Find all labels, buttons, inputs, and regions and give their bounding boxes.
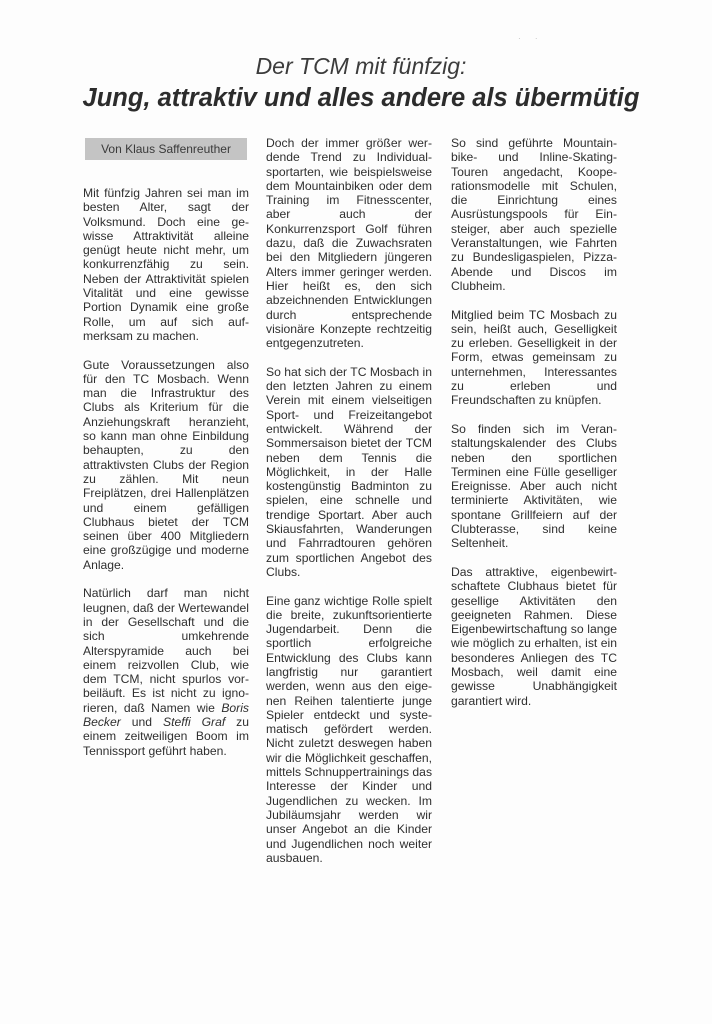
name-boris-becker: Boris Becker — [83, 700, 249, 729]
name-steffi-graf: Steffi Graf — [162, 714, 226, 729]
paragraph — [83, 586, 249, 758]
column-3 — [451, 136, 617, 708]
byline: Von Klaus Saffenreuther — [85, 138, 247, 160]
text-run: und — [120, 714, 163, 729]
paragraph: Doch der immer größer werdende Trend zu Individualsportarten, wie beispielsweise dem Mountainbiken oder dem Training im Fitnesscenter, aber auch der Konkurrenzsport Golf führen dazu, daß die Zuwachsraten bei den Mitgliedern jüngeren Alters immer geringer werden. Hier heißt es, den sich abzeichnenden Entwicklungen durch entsprechende visionäre Konzepte rechtzeitig entgegenzutreten. — [266, 136, 432, 351]
page-title: Jung, attraktiv und alles andere als übermütig — [82, 84, 640, 112]
column-1 — [83, 136, 249, 758]
text-run: Natürlich darf man nicht leugnen, daß der Wertewandel in der Gesellschaft und die sich umkehrende Alterspyramide auch bei einem reizvollen Club, wie dem TCM, nicht spurlos vorbeiläuft. Es ist nicht zu ignorieren, daß Namen wie — [83, 586, 249, 715]
text-run: zu einem zeitweiligen Boom im Tennissport geführt haben. — [83, 714, 249, 758]
paragraph: So sind geführte Mountainbike- und Inline-Skating-Touren angedacht, Kooperationsmodelle mit Schulen, die Einrichtung eines Ausrüstungspools für Einsteiger, aber auch spezielle Veranstaltungen, wie Fahrten zu Bundesligaspielen, Pizza-Abende und Discos im Clubheim. — [451, 136, 617, 293]
paragraph: So finden sich im Veranstaltungskalender des Clubs neben den sportlichen Terminen eine Fülle geselliger Ereignisse. Aber auch nicht terminierte Aktivitäten, wie spontane Grillfeiern auf der Clubterasse, sind keine Seltenheit. — [451, 421, 617, 551]
paragraph: So hat sich der TC Mosbach in den letzten Jahren zu einem Verein mit einem vielseitigen Sport- und Freizeitangebot entwickelt. Während der Sommersaison bietet der TCM neben dem Tennis die Möglichkeit, in der Halle kostengünstig Badminton zu spielen, eine schnelle und trendige Sportart. Aber auch Skiausfahrten, Wanderungen und Fahrradtouren gehören zum sportlichen Angebot des Clubs. — [266, 364, 432, 579]
paragraph: Das attraktive, eigenbewirtschaftete Clubhaus bietet für gesellige Aktivitäten den geeigneten Rahmen. Diese Eigenbewirtschaftung so lange wie möglich zu erhalten, ist ein besonderes Anliegen des TC Mosbach, weil damit eine gewisse Unabhängigkeit garantiert wird. — [451, 564, 617, 708]
paragraph: Eine ganz wichtige Rolle spielt die breite, zukunftsorientierte Jugendarbeit. Denn die sportlich erfolgreiche Entwicklung des Clubs kann langfristig nur garantiert werden, wenn aus den eigenen Reihen talentierte junge Spieler entdeckt und systematisch gefördert werden. Nicht zuletzt deswegen haben wir die Möglichkeit geschaffen, mittels Schnuppertrainings das Interesse der Kinder und Jugendlichen zu wecken. Im Jubiläumsjahr werden wir unser Angebot an die Kinder und Jugendlichen noch weiter ausbauen. — [266, 593, 433, 865]
paragraph: Gute Voraussetzungen also für den TC Mosbach. Wenn man die Infrastruktur des Clubs als Kriterium für die Anziehungskraft heranzieht, so kann man ohne Einbildung behaupten, zu den attraktivsten Clubs der Region zu zählen. Mit neun Freiplätzen, drei Hallenplätzen und einem gefälligen Clubhaus bietet der TCM seinen über 400 Mitgliedern eine großzügige und moderne Anlage. — [83, 357, 249, 572]
paragraph: Mitglied beim TC Mosbach zu sein, heißt auch, Geselligkeit zu erleben. Geselligkeit in der Form, etwas gemeinsam zu unternehmen, Interessantes zu erleben und Freundschaften zu knüpfen. — [451, 307, 617, 408]
headline-block — [0, 52, 712, 114]
kicker: Der TCM mit fünfzig: — [255, 53, 467, 79]
column-2 — [266, 136, 432, 865]
paragraph: Mit fünfzig Jahren sei man im besten Alter, sagt der Volksmund. Doch eine gewisse Attraktivität alleine genügt heute nicht mehr, um konkurrenzfähig zu sein. Neben der Attraktivität spielen Vitalität und eine gewisse Portion Dynamik eine große Rolle, um auf sich aufmerksam zu machen. — [83, 186, 249, 343]
scan-artifact: · · — [518, 34, 544, 43]
